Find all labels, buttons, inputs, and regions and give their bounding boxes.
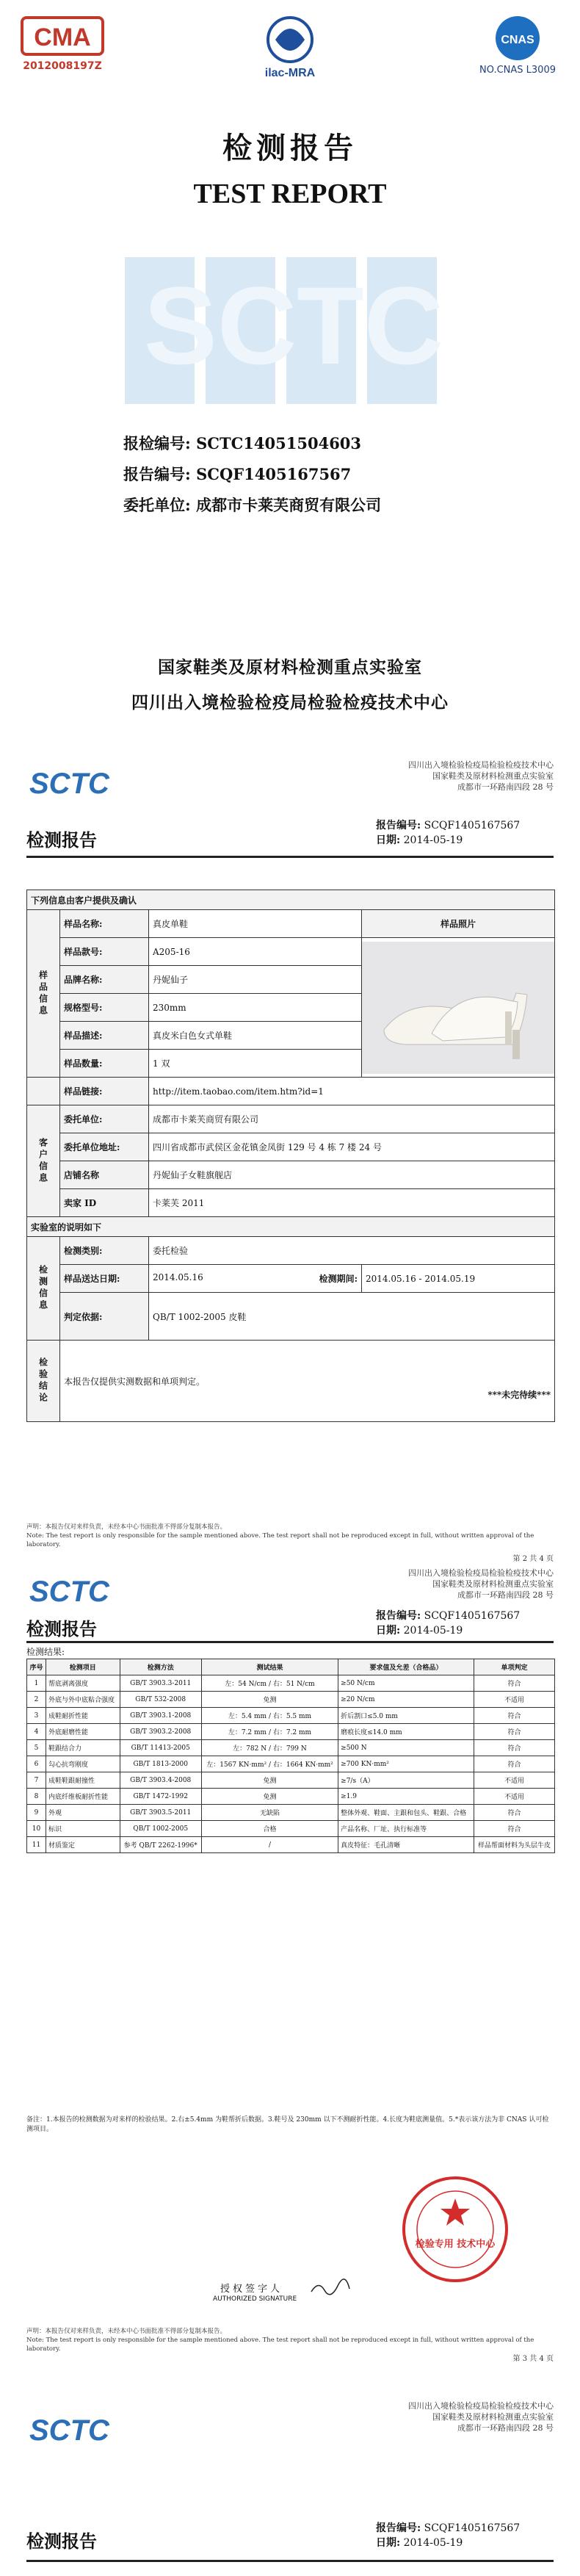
qty-label: 样品数量: bbox=[60, 1050, 149, 1078]
table-cell: 左：1567 KN·mm² / 右：1664 KN·mm² bbox=[201, 1756, 338, 1772]
table-cell: 样品帮面材料为头层牛皮 bbox=[474, 1837, 554, 1853]
col-judgement: 单项判定 bbox=[474, 1659, 554, 1675]
table-cell: GB/T 3903.4-2008 bbox=[120, 1772, 201, 1789]
ilac-mark-text: ilac-MRA bbox=[264, 67, 316, 79]
meta-report-label: 报告编号: bbox=[376, 820, 421, 831]
meta-report-no-3: SCQF1405167567 bbox=[424, 2522, 521, 2534]
table-cell: ≥500 N bbox=[338, 1740, 474, 1756]
report-number-line bbox=[123, 463, 351, 485]
results-table bbox=[26, 1659, 555, 1853]
cnas-logo bbox=[463, 10, 573, 81]
test-info-label: 检测信息 bbox=[27, 1237, 60, 1341]
table-cell: 符合 bbox=[474, 1805, 554, 1821]
table-cell: GB/T 3903.3-2011 bbox=[120, 1675, 201, 1692]
conclusion-label: 检验结论 bbox=[27, 1341, 60, 1422]
table-cell: 帮底剥离强度 bbox=[46, 1675, 120, 1692]
table-cell: 材质鉴定 bbox=[46, 1837, 120, 1853]
col-method: 检测方法 bbox=[120, 1659, 201, 1675]
table-cell: 产品名称、厂址、执行标准等 bbox=[338, 1821, 474, 1837]
header-rule-2 bbox=[26, 1641, 554, 1643]
table-cell: 11 bbox=[27, 1837, 46, 1853]
meta-date-label-3: 日期: bbox=[376, 2537, 401, 2549]
table-row bbox=[27, 1708, 555, 1724]
client-info-label: 客户信息 bbox=[27, 1105, 60, 1217]
meta-date-label-2: 日期: bbox=[376, 1625, 401, 1637]
table-cell: 成鞋耐折性能 bbox=[46, 1708, 120, 1724]
page-title: 检测报告 bbox=[26, 829, 97, 851]
page3-number: 第 3 共 4 页 bbox=[512, 2355, 554, 2363]
lab-address-block-2 bbox=[333, 1567, 554, 1601]
client-addr: 四川省成都市武侯区金花镇金凤街 129 号 4 栋 7 楼 24 号 bbox=[149, 1133, 555, 1161]
recv-date: 2014.05.16 bbox=[153, 1272, 203, 1282]
table-cell: 3 bbox=[27, 1708, 46, 1724]
table-cell: 10 bbox=[27, 1821, 46, 1837]
qty: 1 双 bbox=[149, 1050, 362, 1078]
sample-no: A205-16 bbox=[149, 938, 362, 966]
table-cell: 鞋跟结合力 bbox=[46, 1740, 120, 1756]
table-row bbox=[27, 1740, 555, 1756]
table-cell: 成鞋鞋跟耐撞性 bbox=[46, 1772, 120, 1789]
lab-info-3b: 成都市一环路南四段 28 号 bbox=[457, 1590, 554, 1600]
lab-info-1b: 四川出入境检验检疫局检验检疫技术中心 bbox=[408, 1568, 554, 1578]
basis-label: 判定依据: bbox=[60, 1293, 149, 1341]
header-rule-3 bbox=[26, 2560, 554, 2562]
cma-logo bbox=[7, 10, 117, 81]
ilac-logo bbox=[239, 10, 341, 81]
table-cell: 6 bbox=[27, 1756, 46, 1772]
sctc-logo-2 bbox=[26, 1570, 115, 1610]
shop-label: 店铺名称 bbox=[60, 1161, 149, 1189]
client-line bbox=[123, 494, 381, 516]
sctc-logo-text-3: SCTC bbox=[29, 2414, 109, 2447]
page2-number: 第 2 共 4 页 bbox=[512, 1555, 554, 1563]
sample-no-label: 样品款号: bbox=[60, 938, 149, 966]
client-label-2: 委托单位: bbox=[60, 1105, 149, 1133]
results-header-row bbox=[27, 1659, 555, 1675]
meta-report-no: SCQF1405167567 bbox=[424, 820, 521, 831]
cma-code: 2012008197Z bbox=[23, 60, 102, 72]
section-client-info: 下列信息由客户提供及确认 bbox=[27, 890, 555, 910]
lab-info-2: 国家鞋类及原材料检测重点实验室 bbox=[432, 771, 554, 781]
lab-address-block-3 bbox=[333, 2400, 554, 2434]
period-label: 检测期间: bbox=[319, 1274, 358, 1284]
table-row bbox=[27, 1789, 555, 1805]
shop: 丹妮仙子女鞋旗舰店 bbox=[149, 1161, 555, 1189]
table-cell: 勾心抗弯刚度 bbox=[46, 1756, 120, 1772]
table-cell: 免测 bbox=[201, 1789, 338, 1805]
table-cell: 免测 bbox=[201, 1772, 338, 1789]
table-row bbox=[27, 1724, 555, 1740]
test-type: 委托检验 bbox=[149, 1237, 555, 1265]
results-notes: 备注：1.本报告的检测数据为对来样的检验结果。2.右±5.4mm 为鞋帮折后数据。3.鞋号及 230mm 以下不测耐折性能。4.长度为鞋底测量值。5.*表示该方法为非 CNAS 认可检测项目。 bbox=[26, 2116, 549, 2133]
col-no: 序号 bbox=[27, 1659, 46, 1675]
report-meta bbox=[376, 818, 520, 848]
table-cell: GB/T 11413-2005 bbox=[120, 1740, 201, 1756]
meta-report-label-2: 报告编号: bbox=[376, 1610, 421, 1622]
table-cell: GB/T 532-2008 bbox=[120, 1692, 201, 1708]
table-cell: ≥7/s（A） bbox=[338, 1772, 474, 1789]
table-cell: 左：782 N / 右：799 N bbox=[201, 1740, 338, 1756]
link-spacer bbox=[27, 1078, 60, 1105]
table-cell: 标识 bbox=[46, 1821, 120, 1837]
cover-title-cn: 检测报告 bbox=[222, 131, 358, 165]
table-cell: 2 bbox=[27, 1692, 46, 1708]
meta-date-3: 2014-05-19 bbox=[403, 2537, 463, 2549]
page-title-2: 检测报告 bbox=[26, 1618, 97, 1639]
report-label: 报告编号: bbox=[123, 465, 191, 483]
lab-info-1c: 四川出入境检验检疫局检验检疫技术中心 bbox=[408, 2401, 554, 2411]
sctc-logo-text: SCTC bbox=[29, 768, 109, 800]
table-cell: 不适用 bbox=[474, 1692, 554, 1708]
test-type-label: 检测类别: bbox=[60, 1237, 149, 1265]
table-cell: 4 bbox=[27, 1724, 46, 1740]
page2-footer bbox=[26, 1523, 554, 1549]
table-cell: 真皮特征：毛孔清晰 bbox=[338, 1837, 474, 1853]
lab-info-2c: 国家鞋类及原材料检测重点实验室 bbox=[432, 2412, 554, 2422]
table-cell: 外底与外中底粘合强度 bbox=[46, 1692, 120, 1708]
watermark-text: SCTC bbox=[143, 264, 444, 387]
client-value: 成都市卡莱芙商贸有限公司 bbox=[196, 496, 382, 514]
desc-label: 样品描述: bbox=[60, 1022, 149, 1050]
table-cell: 符合 bbox=[474, 1675, 554, 1692]
table-row bbox=[27, 1692, 555, 1708]
meta-report-no-2: SCQF1405167567 bbox=[424, 1610, 521, 1622]
table-row bbox=[27, 1772, 555, 1789]
client-addr-label: 委托单位地址: bbox=[60, 1133, 149, 1161]
section-lab-info: 实验室的说明如下 bbox=[27, 1217, 555, 1237]
table-cell: GB/T 1813-2000 bbox=[120, 1756, 201, 1772]
lab-info-3: 成都市一环路南四段 28 号 bbox=[457, 782, 554, 792]
table-cell: 不适用 bbox=[474, 1789, 554, 1805]
official-stamp bbox=[396, 2171, 514, 2288]
end-note: ***未完待续*** bbox=[487, 1390, 551, 1400]
recv-cell bbox=[149, 1265, 362, 1293]
table-cell: 合格 bbox=[201, 1821, 338, 1837]
photo-cell bbox=[362, 938, 555, 1078]
approver-en: AUTHORIZED SIGNATURE bbox=[213, 2295, 297, 2303]
lab-info-2b: 国家鞋类及原材料检测重点实验室 bbox=[432, 1579, 554, 1589]
page3-footer bbox=[26, 2327, 554, 2353]
table-row bbox=[27, 1821, 555, 1837]
table-cell: 左：54 N/cm / 右：51 N/cm bbox=[201, 1675, 338, 1692]
spec: 230mm bbox=[149, 994, 362, 1022]
meta-date-2: 2014-05-19 bbox=[403, 1625, 463, 1637]
table-cell: 内底纤维板耐折性能 bbox=[46, 1789, 120, 1805]
table-cell: GB/T 3903.1-2008 bbox=[120, 1708, 201, 1724]
sctc-watermark bbox=[110, 235, 477, 426]
lab-name-2: 四川出入境检验检疫局检验检疫技术中心 bbox=[131, 693, 449, 712]
table-cell: ≥50 N/cm bbox=[338, 1675, 474, 1692]
page2-footer-cn: 声明：本报告仅对来样负责，未经本中心书面批准不得部分复制本报告。 bbox=[26, 1523, 227, 1531]
spec-label: 规格型号: bbox=[60, 994, 149, 1022]
sample-name: 真皮单鞋 bbox=[149, 910, 362, 938]
sample-link[interactable]: http://item.taobao.com/item.htm?id=1 bbox=[149, 1078, 555, 1105]
brand-label: 品牌名称: bbox=[60, 966, 149, 994]
results-body bbox=[27, 1675, 555, 1853]
table-cell: 外观 bbox=[46, 1805, 120, 1821]
meta-date: 2014-05-19 bbox=[403, 834, 463, 846]
basis: QB/T 1002-2005 皮鞋 bbox=[149, 1293, 555, 1341]
table-cell: ≥700 KN·mm² bbox=[338, 1756, 474, 1772]
table-cell: 8 bbox=[27, 1789, 46, 1805]
table-cell: 外底耐磨性能 bbox=[46, 1724, 120, 1740]
lab-name-1: 国家鞋类及原材料检测重点实验室 bbox=[158, 657, 422, 677]
cnas-mark-text: CNAS bbox=[501, 34, 534, 46]
sctc-logo bbox=[26, 762, 115, 802]
table-cell: 1 bbox=[27, 1675, 46, 1692]
lab-address-block bbox=[333, 760, 554, 793]
lab-info-1: 四川出入境检验检疫局检验检疫技术中心 bbox=[408, 760, 554, 770]
table-cell: 符合 bbox=[474, 1756, 554, 1772]
col-item: 检测项目 bbox=[46, 1659, 120, 1675]
seller-label: 卖家 ID bbox=[60, 1189, 149, 1217]
table-cell: ≥20 N/cm bbox=[338, 1692, 474, 1708]
table-cell: 左：7.2 mm / 右：7.2 mm bbox=[201, 1724, 338, 1740]
inspection-label: 报检编号: bbox=[123, 434, 191, 452]
cma-mark-text: CMA bbox=[34, 24, 91, 51]
report-value: SCQF1405167567 bbox=[196, 465, 352, 483]
table-cell: GB/T 1472-1992 bbox=[120, 1789, 201, 1805]
table-cell: 7 bbox=[27, 1772, 46, 1789]
report-meta-3 bbox=[376, 2521, 520, 2550]
conclusion: 本报告仅提供实测数据和单项判定。 bbox=[60, 1341, 555, 1422]
col-result: 测试结果 bbox=[201, 1659, 338, 1675]
sctc-logo-3 bbox=[26, 2409, 115, 2449]
header-rule bbox=[26, 856, 554, 858]
table-cell: GB/T 3903.5-2011 bbox=[120, 1805, 201, 1821]
table-cell: 左：5.4 mm / 右：5.5 mm bbox=[201, 1708, 338, 1724]
signature bbox=[308, 2277, 352, 2299]
link-label: 样品链接: bbox=[60, 1078, 149, 1105]
table-cell: 符合 bbox=[474, 1708, 554, 1724]
table-cell: 免测 bbox=[201, 1692, 338, 1708]
table-row bbox=[27, 1675, 555, 1692]
table-cell: 参考 QB/T 2262-1996* bbox=[120, 1837, 201, 1853]
col-requirement: 要求值及允差（合格品） bbox=[338, 1659, 474, 1675]
seller: 卡莱芙 2011 bbox=[149, 1189, 555, 1217]
sample-name-label: 样品名称: bbox=[60, 910, 149, 938]
brand: 丹妮仙子 bbox=[149, 966, 362, 994]
client-name-2: 成都市卡莱芙商贸有限公司 bbox=[149, 1105, 555, 1133]
table-cell: 9 bbox=[27, 1805, 46, 1821]
page3-footer-cn: 声明：本报告仅对来样负责，未经本中心书面批准不得部分复制本报告。 bbox=[26, 2328, 227, 2335]
table-cell: 不适用 bbox=[474, 1772, 554, 1789]
sample-info-label: 样品信息 bbox=[27, 910, 60, 1078]
shoe-photo bbox=[362, 942, 554, 1074]
meta-report-label-3: 报告编号: bbox=[376, 2522, 421, 2534]
table-cell: 符合 bbox=[474, 1740, 554, 1756]
cnas-code: NO.CNAS L3009 bbox=[479, 65, 556, 76]
table-cell: 符合 bbox=[474, 1821, 554, 1837]
sctc-logo-text-2: SCTC bbox=[29, 1576, 109, 1608]
inspection-number-line bbox=[123, 432, 361, 454]
inspection-value: SCTC14051504603 bbox=[196, 434, 362, 452]
meta-date-label: 日期: bbox=[376, 834, 401, 846]
table-row bbox=[27, 1837, 555, 1853]
table-cell: 无缺陷 bbox=[201, 1805, 338, 1821]
table-cell: / bbox=[201, 1837, 338, 1853]
photo-label: 样品照片 bbox=[362, 910, 555, 938]
recv-label: 样品送达日期: bbox=[60, 1265, 149, 1293]
cover-title-en: TEST REPORT bbox=[193, 178, 387, 209]
table-cell: 5 bbox=[27, 1740, 46, 1756]
lab-info-3c: 成都市一环路南四段 28 号 bbox=[457, 2423, 554, 2433]
table-row bbox=[27, 1805, 555, 1821]
table-cell: QB/T 1002-2005 bbox=[120, 1821, 201, 1837]
desc: 真皮米白色女式单鞋 bbox=[149, 1022, 362, 1050]
period: 2014.05.16 - 2014.05.19 bbox=[362, 1265, 555, 1293]
stamp-text: 检验专用 技术中心 bbox=[415, 2239, 496, 2250]
table-cell: ≥1.9 bbox=[338, 1789, 474, 1805]
report-meta-2 bbox=[376, 1609, 520, 1638]
client-label: 委托单位: bbox=[123, 496, 191, 514]
table-cell: 折后割口≤5.0 mm bbox=[338, 1708, 474, 1724]
table-cell: 磨痕长度≤14.0 mm bbox=[338, 1724, 474, 1740]
results-title: 检测结果: bbox=[26, 1647, 65, 1657]
table-cell: GB/T 3903.2-2008 bbox=[120, 1724, 201, 1740]
approver-label: 授权签字人 bbox=[220, 2284, 283, 2295]
sample-info-table bbox=[26, 890, 555, 1422]
page2-footer-en: Note: The test report is only responsible for the sample mentioned above. The test report shall not be reproduced except in full, without written approval of the laboratory. bbox=[26, 1532, 534, 1548]
page-title-3: 检测报告 bbox=[26, 2530, 97, 2552]
table-cell: 整体外观、鞋面、主跟和包头、鞋跟、合格 bbox=[338, 1805, 474, 1821]
table-cell: 符合 bbox=[474, 1724, 554, 1740]
page3-footer-en: Note: The test report is only responsible for the sample mentioned above. The test report shall not be reproduced except in full, without written approval of the laboratory. bbox=[26, 2337, 534, 2353]
table-row bbox=[27, 1756, 555, 1772]
